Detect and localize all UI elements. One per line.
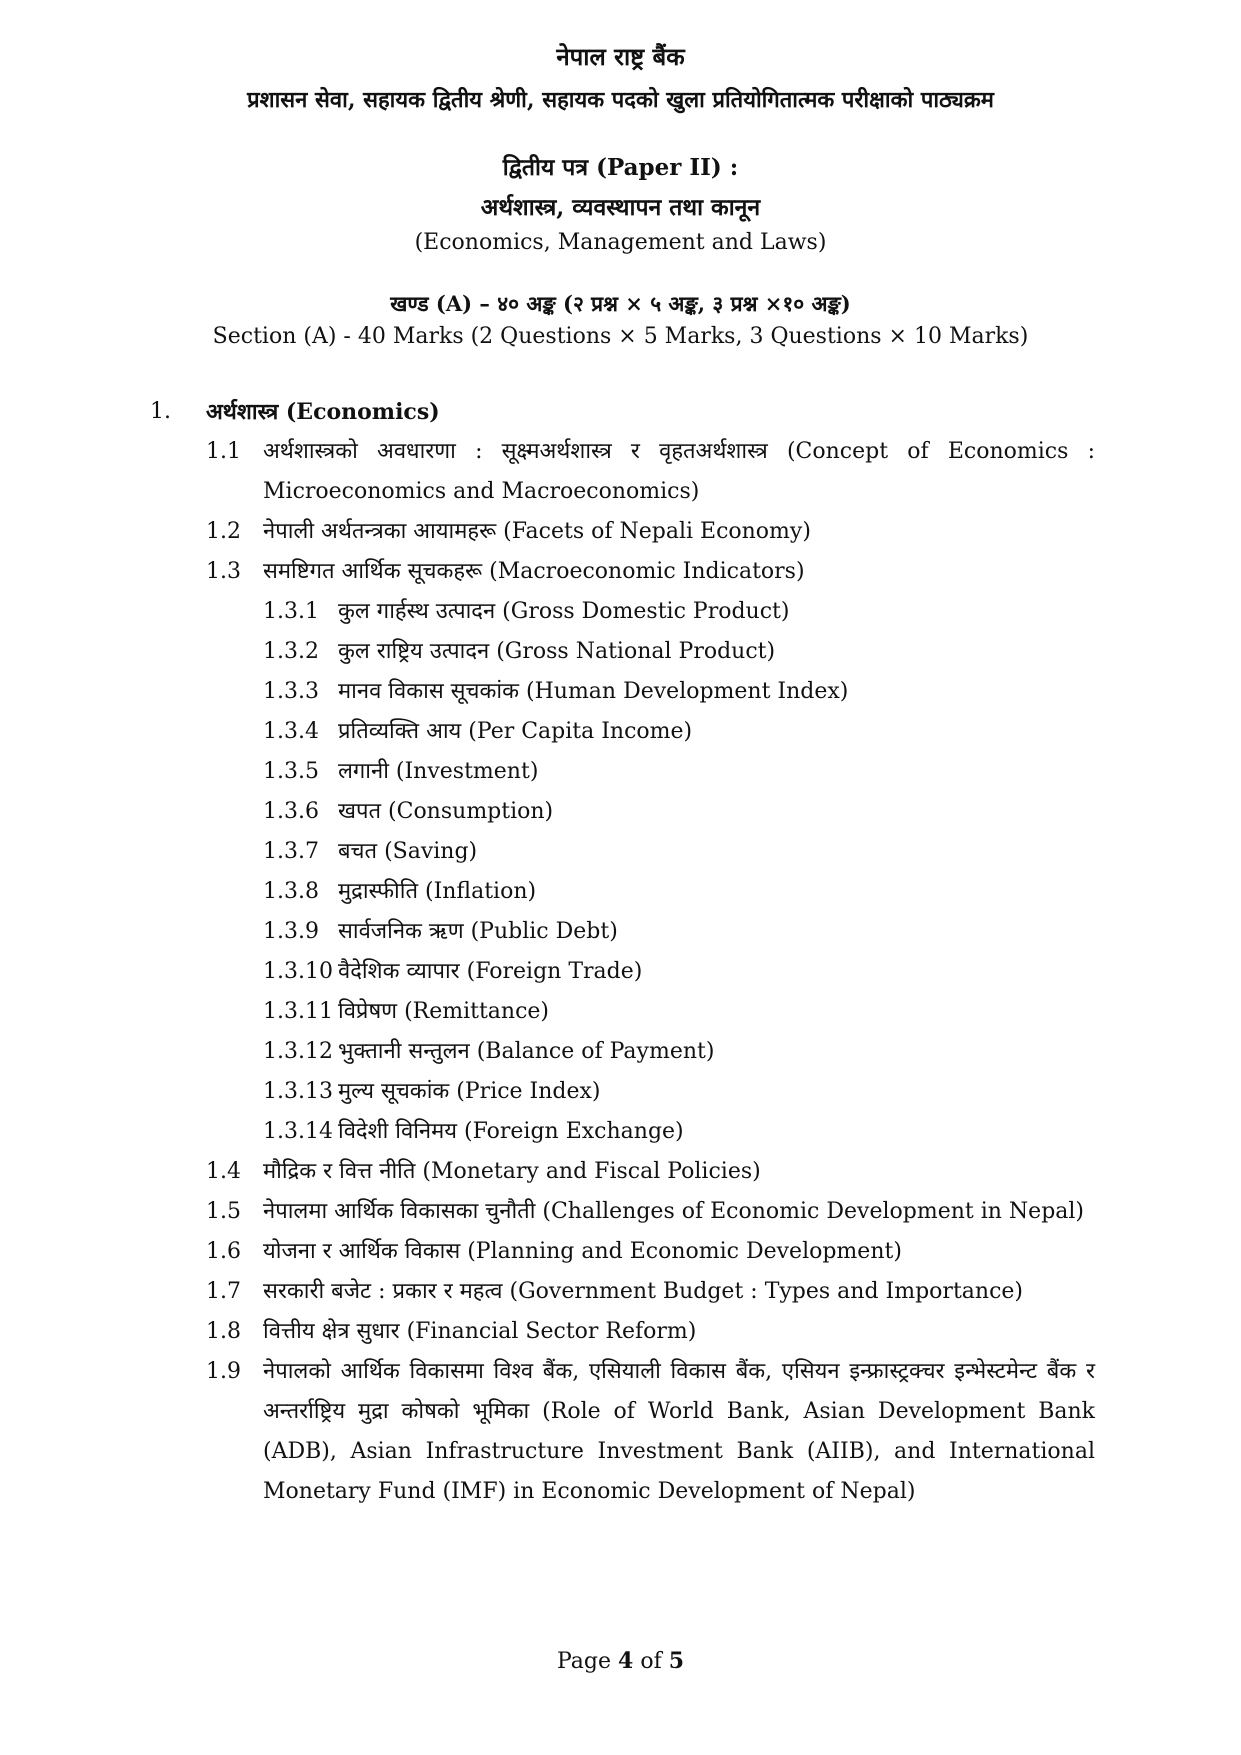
subitem-number: 1.3.9 bbox=[263, 919, 319, 944]
page-current: 4 bbox=[618, 1648, 634, 1674]
sub-list-item bbox=[150, 752, 1095, 792]
subitem-number: 1.3.5 bbox=[263, 759, 319, 784]
subitem-text: मुद्रास्फीति (Inflation) bbox=[338, 879, 537, 904]
sub-list-item bbox=[150, 832, 1095, 872]
subitem-number: 1.3.4 bbox=[263, 719, 319, 744]
topic-text: अर्थशास्त्र (Economics) bbox=[206, 399, 440, 425]
section-heading-np: खण्ड (A) – ४० अङ्क (२ प्रश्न × ५ अङ्क, ३ प्रश्न ×१० अङ्क) bbox=[390, 291, 851, 316]
subitem-number: 1.3.2 bbox=[263, 639, 319, 664]
item-text: समष्टिगत आर्थिक सूचकहरू (Macroeconomic Indicators) bbox=[263, 559, 805, 584]
sub-list-item bbox=[150, 592, 1095, 632]
item-number: 1.3 bbox=[206, 559, 241, 584]
sub-list-item bbox=[150, 672, 1095, 712]
subitem-text: सार्वजनिक ऋण (Public Debt) bbox=[338, 919, 618, 944]
subitem-text: मानव विकास सूचकांक (Human Development Index) bbox=[338, 679, 849, 704]
item-number: 1.9 bbox=[206, 1359, 241, 1384]
item-text: नेपालमा आर्थिक विकासका चुनौती (Challenges of Economic Development in Nepal) bbox=[263, 1199, 1085, 1224]
sub-list-item bbox=[150, 1072, 1095, 1112]
item-number: 1.6 bbox=[206, 1239, 241, 1264]
item-text: नेपाली अर्थतन्त्रका आयामहरू (Facets of Nepali Economy) bbox=[263, 519, 811, 544]
subject-title-en: (Economics, Management and Laws) bbox=[414, 230, 827, 255]
subitem-number: 1.3.8 bbox=[263, 879, 319, 904]
sub-list-item bbox=[150, 912, 1095, 952]
item-text: अर्थशास्त्रको अवधारणा : सूक्ष्मअर्थशास्त्र र वृहतअर्थशास्त्र (Concept of Economics : Microeconomics and Macroeconomics) bbox=[263, 439, 1095, 504]
subitem-text: विप्रेषण (Remittance) bbox=[338, 999, 550, 1024]
subitem-number: 1.3.3 bbox=[263, 679, 319, 704]
subitem-text: विदेशी विनिमय (Foreign Exchange) bbox=[338, 1119, 684, 1144]
subitem-number: 1.3.11 bbox=[263, 999, 333, 1024]
subitem-number: 1.3.10 bbox=[263, 959, 333, 984]
section-heading-en: Section (A) - 40 Marks (2 Questions × 5 Marks, 3 Questions × 10 Marks) bbox=[212, 324, 1029, 349]
list-item bbox=[150, 432, 1095, 512]
page-footer bbox=[0, 1648, 1241, 1674]
list-item bbox=[150, 1152, 1095, 1192]
subitem-text: कुल गार्हस्थ उत्पादन (Gross Domestic Product) bbox=[338, 599, 790, 624]
subitem-text: प्रतिव्यक्ति आय (Per Capita Income) bbox=[338, 719, 693, 744]
page-total: 5 bbox=[668, 1648, 685, 1674]
paper-title: द्वितीय पत्र (Paper II) : bbox=[502, 154, 739, 181]
list-item bbox=[150, 1312, 1095, 1352]
subject-title-np: अर्थशास्त्र, व्यवस्थापन तथा कानून bbox=[480, 194, 761, 221]
subitem-number: 1.3.12 bbox=[263, 1039, 333, 1064]
syllabus-list bbox=[150, 392, 1095, 1512]
subitem-text: कुल राष्ट्रिय उत्पादन (Gross National Product) bbox=[338, 639, 776, 664]
sub-list-item bbox=[150, 992, 1095, 1032]
item-number: 1.8 bbox=[206, 1319, 241, 1344]
list-item bbox=[150, 1192, 1095, 1232]
sub-list-item bbox=[150, 952, 1095, 992]
item-number: 1.5 bbox=[206, 1199, 241, 1224]
item-text: योजना र आर्थिक विकास (Planning and Economic Development) bbox=[263, 1239, 902, 1264]
list-item bbox=[150, 1232, 1095, 1272]
sub-list-item bbox=[150, 792, 1095, 832]
subitem-number: 1.3.14 bbox=[263, 1119, 333, 1144]
syllabus-subtitle: प्रशासन सेवा, सहायक द्वितीय श्रेणी, सहायक पदको खुला प्रतियोगितात्मक परीक्षाको पाठ्यक्रम bbox=[247, 87, 994, 113]
subitem-number: 1.3.13 bbox=[263, 1079, 333, 1104]
topic-number: 1. bbox=[150, 399, 171, 424]
page-label: Page bbox=[556, 1649, 612, 1674]
list-item bbox=[150, 552, 1095, 592]
subitem-text: वैदेशिक व्यापार (Foreign Trade) bbox=[338, 959, 643, 984]
subitem-text: मुल्य सूचकांक (Price Index) bbox=[338, 1079, 601, 1104]
list-item bbox=[150, 512, 1095, 552]
sub-list-item bbox=[150, 872, 1095, 912]
item-number: 1.7 bbox=[206, 1279, 241, 1304]
sub-list-item bbox=[150, 1032, 1095, 1072]
item-text: सरकारी बजेट : प्रकार र महत्व (Government Budget : Types and Importance) bbox=[263, 1279, 1023, 1304]
subitem-text: बचत (Saving) bbox=[338, 839, 478, 864]
subitem-number: 1.3.6 bbox=[263, 799, 319, 824]
subitem-text: भुक्तानी सन्तुलन (Balance of Payment) bbox=[338, 1039, 715, 1064]
item-text: वित्तीय क्षेत्र सुधार (Financial Sector Reform) bbox=[263, 1319, 697, 1344]
main-topic bbox=[150, 392, 1095, 432]
sub-list-item bbox=[150, 1112, 1095, 1152]
list-item bbox=[150, 1272, 1095, 1312]
page-of-label: of bbox=[640, 1649, 662, 1674]
subitem-number: 1.3.7 bbox=[263, 839, 319, 864]
item-text: नेपालको आर्थिक विकासमा विश्व बैंक, एसियाली विकास बैंक, एसियन इन्फ्रास्ट्रक्चर इन्भेस्टमेन्ट बैंक र अन्तर्राष्ट्रिय मुद्रा कोषको भूमिका (Role of World Bank, Asian Development Bank (ADB), Asian Infrastructure Investment Bank (AIIB), and International Monetary Fund (IMF) in Economic Development of Nepal) bbox=[263, 1359, 1095, 1504]
subitem-text: लगानी (Investment) bbox=[338, 759, 539, 784]
list-item bbox=[150, 1352, 1095, 1512]
item-number: 1.1 bbox=[206, 439, 241, 464]
item-number: 1.4 bbox=[206, 1159, 241, 1184]
subitem-number: 1.3.1 bbox=[263, 599, 319, 624]
subitem-text: खपत (Consumption) bbox=[338, 799, 554, 824]
item-text: मौद्रिक र वित्त नीति (Monetary and Fiscal Policies) bbox=[263, 1159, 761, 1184]
item-number: 1.2 bbox=[206, 519, 241, 544]
sub-list-item bbox=[150, 712, 1095, 752]
sub-list-item bbox=[150, 632, 1095, 672]
organization-title: नेपाल राष्ट्र बैंक bbox=[556, 42, 685, 71]
